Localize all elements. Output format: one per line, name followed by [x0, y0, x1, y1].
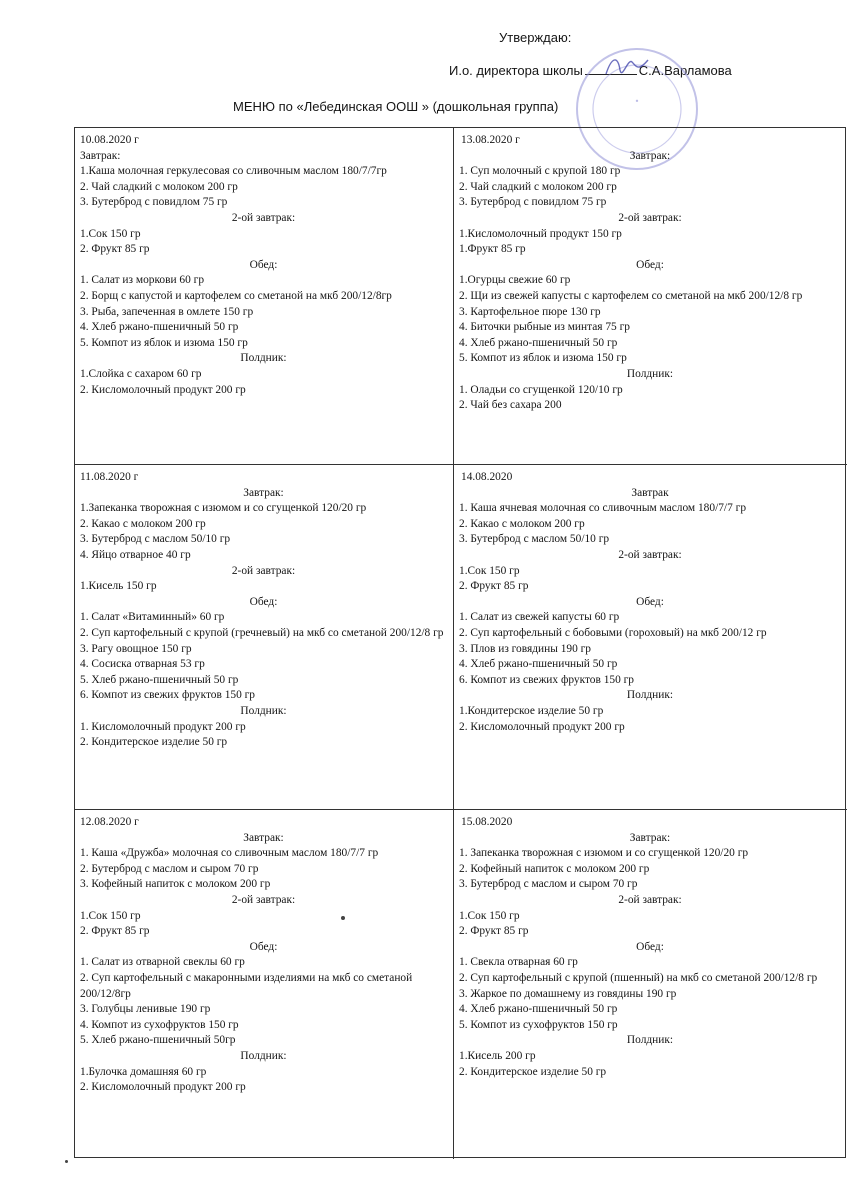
menu-item: 1.Огурцы свежие 60 гр [459, 274, 571, 287]
menu-item: 4. Сосиска отварная 53 гр [80, 658, 205, 671]
menu-item: 2. Суп картофельный с крупой (пшенный) на мкб со сметаной 200/12/8 гр [459, 971, 818, 984]
day-cell [454, 810, 847, 1159]
menu-item: 1.Сок 150 гр [459, 909, 520, 922]
menu-item: 5. Хлеб ржано-пшеничный 50гр [80, 1034, 236, 1047]
menu-item: 3. Бутерброд с повидлом 75 гр [459, 196, 607, 209]
meal-title: 2-ой завтрак: [231, 564, 296, 577]
meal-title: 2-ой завтрак: [618, 211, 682, 224]
menu-item: 3. Рагу овощное 150 гр [80, 642, 192, 655]
svg-text:•: • [634, 97, 640, 106]
menu-item: 2. Фрукт 85 гр [80, 925, 150, 938]
menu-item: 2. Кондитерское изделие 50 гр [80, 736, 228, 749]
menu-item: 4. Хлеб ржано-пшеничный 50 гр [459, 658, 618, 671]
menu-item: 1. Запеканка творожная с изюмом и со сгущенкой 120/20 гр [459, 847, 749, 860]
menu-item: 2. Чай сладкий с молоком 200 гр [80, 180, 238, 193]
menu-item: 2. Щи из свежей капусты с картофелем со сметаной на мкб 200/12/8 гр [459, 289, 803, 302]
menu-item: 2. Кофейный напиток с молоком 200 гр [459, 862, 650, 875]
menu-item: 2. Борщ с капустой и картофелем со сметаной на мкб 200/12/8гр [80, 289, 392, 302]
menu-item: 3. Бутерброд с маслом 50/10 гр [80, 533, 231, 546]
menu-item: 1.Запеканка творожная с изюмом и со сгущенкой 120/20 гр [80, 502, 367, 515]
menu-item: 3. Кофейный напиток с молоком 200 гр [80, 878, 271, 891]
menu-item: 2. Суп картофельный с крупой (гречневый) на мкб со сметаной 200/12/8 гр [80, 626, 444, 639]
menu-item: 1. Оладьи со сгущенкой 120/10 гр [459, 383, 623, 396]
meal-title: Завтрак: [80, 149, 121, 162]
menu-item: 4. Компот из сухофруктов 150 гр [80, 1018, 239, 1031]
menu-item: 3. Жаркое по домашнему из говядины 190 гр [459, 987, 677, 1000]
day-cell [75, 810, 454, 1159]
meal-title: Обед: [636, 940, 664, 953]
day-date: 12.08.2020 г [80, 816, 139, 828]
menu-item: 2. Суп картофельный с бобовыми (гороховый) на мкб 200/12 гр [459, 626, 767, 639]
menu-item: 1.Сок 150 гр [459, 564, 520, 577]
menu-item: 2. Кондитерское изделие 50 гр [459, 1065, 607, 1078]
menu-item: 1. Салат «Витаминный» 60 гр [80, 611, 225, 624]
menu-item: 1. Каша ячневая молочная со сливочным маслом 180/7/7 гр [459, 502, 747, 515]
meal-title: Обед: [636, 595, 664, 608]
menu-item: 1. Свекла отварная 60 гр [459, 956, 578, 969]
signature-line [585, 64, 637, 75]
meal-title: Полдник: [626, 367, 674, 380]
day-cell [454, 465, 847, 810]
meal-title: 2-ой завтрак: [231, 211, 296, 224]
day-date: 10.08.2020 г [80, 134, 139, 146]
menu-item: 1.Сок 150 гр [80, 909, 141, 922]
day-date: 14.08.2020 [461, 471, 513, 483]
menu-item: 3. Бутерброд с маслом 50/10 гр [459, 533, 610, 546]
menu-item: 1. Кисломолочный продукт 200 гр [80, 720, 246, 733]
menu-item: 2. Фрукт 85 гр [459, 580, 529, 593]
menu-item: 6. Компот из свежих фруктов 150 гр [459, 673, 635, 686]
meal-title: Завтрак [631, 486, 669, 499]
meal-title: Полдник: [626, 1034, 674, 1047]
menu-item: 1.Кисель 200 гр [459, 1049, 536, 1062]
meal-title: Обед: [249, 258, 278, 271]
menu-item: 3. Бутерброд с повидлом 75 гр [80, 196, 228, 209]
menu-item: 2. Суп картофельный с макаронными изделиями на мкб со сметаной 200/12/8гр [80, 971, 413, 1000]
meal-title: Обед: [249, 940, 278, 953]
menu-item: 3. Плов из говядины 190 гр [459, 642, 592, 655]
menu-item: 1.Каша молочная геркулесовая со сливочным маслом 180/7/7гр [80, 165, 387, 178]
menu-item: 1.Сок 150 гр [80, 227, 141, 240]
meal-title: Завтрак: [243, 831, 284, 844]
director-name: С.А.Варламова [638, 63, 732, 78]
menu-item: 4. Биточки рыбные из минтая 75 гр [459, 321, 630, 334]
menu-item: 1. Салат из моркови 60 гр [80, 274, 205, 287]
menu-title: МЕНЮ по «Лебединская ООШ » (дошкольная группа) [233, 99, 559, 114]
menu-item: 4. Хлеб ржано-пшеничный 50 гр [459, 1003, 618, 1016]
menu-item: 1.Слойка с сахаром 60 гр [80, 367, 202, 380]
menu-item: 2. Кисломолочный продукт 200 гр [80, 383, 246, 396]
menu-item: 3. Голубцы ленивые 190 гр [80, 1003, 211, 1016]
meal-title: Завтрак: [243, 486, 284, 499]
menu-item: 3. Бутерброд с маслом и сыром 70 гр [459, 878, 638, 891]
menu-item: 6. Компот из свежих фруктов 150 гр [80, 689, 256, 702]
menu-item: 3. Картофельное пюре 130 гр [459, 305, 601, 318]
day-date: 13.08.2020 г [461, 134, 520, 146]
menu-item: 4. Яйцо отварное 40 гр [80, 548, 191, 561]
meal-title: 2-ой завтрак: [618, 893, 682, 906]
menu-item: 2. Какао с молоком 200 гр [459, 517, 585, 530]
menu-item: 5. Компот из яблок и изюма 150 гр [459, 352, 627, 365]
meal-title: Полдник: [240, 1049, 287, 1062]
menu-item: 2. Чай сладкий с молоком 200 гр [459, 180, 617, 193]
director-line [449, 63, 732, 78]
meal-title: Завтрак: [629, 831, 671, 844]
menu-item: 5. Хлеб ржано-пшеничный 50 гр [80, 673, 239, 686]
menu-item: 1. Салат из отварной свеклы 60 гр [80, 956, 245, 969]
menu-item: 2. Фрукт 85 гр [80, 243, 150, 256]
menu-item: 1.Фрукт 85 гр [459, 243, 526, 256]
day-cell [454, 128, 847, 465]
menu-item: 2. Бутерброд с маслом и сыром 70 гр [80, 862, 259, 875]
menu-item: 2. Кисломолочный продукт 200 гр [459, 720, 625, 733]
approve-label: Утверждаю: [499, 30, 572, 45]
scan-speck [65, 1160, 68, 1163]
meal-title: Полдник: [626, 689, 674, 702]
menu-item: 2. Чай без сахара 200 [459, 399, 562, 412]
meal-title: Полдник: [240, 704, 287, 717]
menu-item: 1.Кисель 150 гр [80, 580, 157, 593]
menu-item: 3. Рыба, запеченная в омлете 150 гр [80, 305, 254, 318]
menu-item: 5. Компот из сухофруктов 150 гр [459, 1018, 618, 1031]
day-date: 15.08.2020 [461, 816, 513, 828]
menu-item: 4. Хлеб ржано-пшеничный 50 гр [80, 321, 239, 334]
meal-title: Обед: [249, 595, 278, 608]
meal-title: 2-ой завтрак: [618, 548, 682, 561]
menu-item: 1. Суп молочный с крупой 180 гр [459, 165, 621, 178]
director-title: И.о. директора школы [449, 63, 583, 78]
scan-speck [341, 916, 345, 920]
menu-item: 1.Кисломолочный продукт 150 гр [459, 227, 622, 240]
day-cell [75, 128, 454, 465]
menu-item: 1. Салат из свежей капусты 60 гр [459, 611, 620, 624]
day-date: 11.08.2020 г [80, 471, 139, 483]
menu-item: 2. Фрукт 85 гр [459, 925, 529, 938]
meal-title: Полдник: [240, 352, 287, 365]
menu-item: 2. Кисломолочный продукт 200 гр [80, 1081, 246, 1094]
menu-item: 1.Кондитерское изделие 50 гр [459, 704, 604, 717]
menu-item: 4. Хлеб ржано-пшеничный 50 гр [459, 336, 618, 349]
menu-item: 1.Булочка домашняя 60 гр [80, 1065, 207, 1078]
menu-table [74, 127, 846, 1158]
menu-item: 1. Каша «Дружба» молочная со сливочным маслом 180/7/7 гр [80, 847, 379, 860]
day-cell [75, 465, 454, 810]
meal-title: Завтрак: [629, 149, 671, 162]
meal-title: Обед: [636, 258, 664, 271]
menu-item: 5. Компот из яблок и изюма 150 гр [80, 336, 248, 349]
meal-title: 2-ой завтрак: [231, 893, 296, 906]
menu-item: 2. Какао с молоком 200 гр [80, 517, 206, 530]
